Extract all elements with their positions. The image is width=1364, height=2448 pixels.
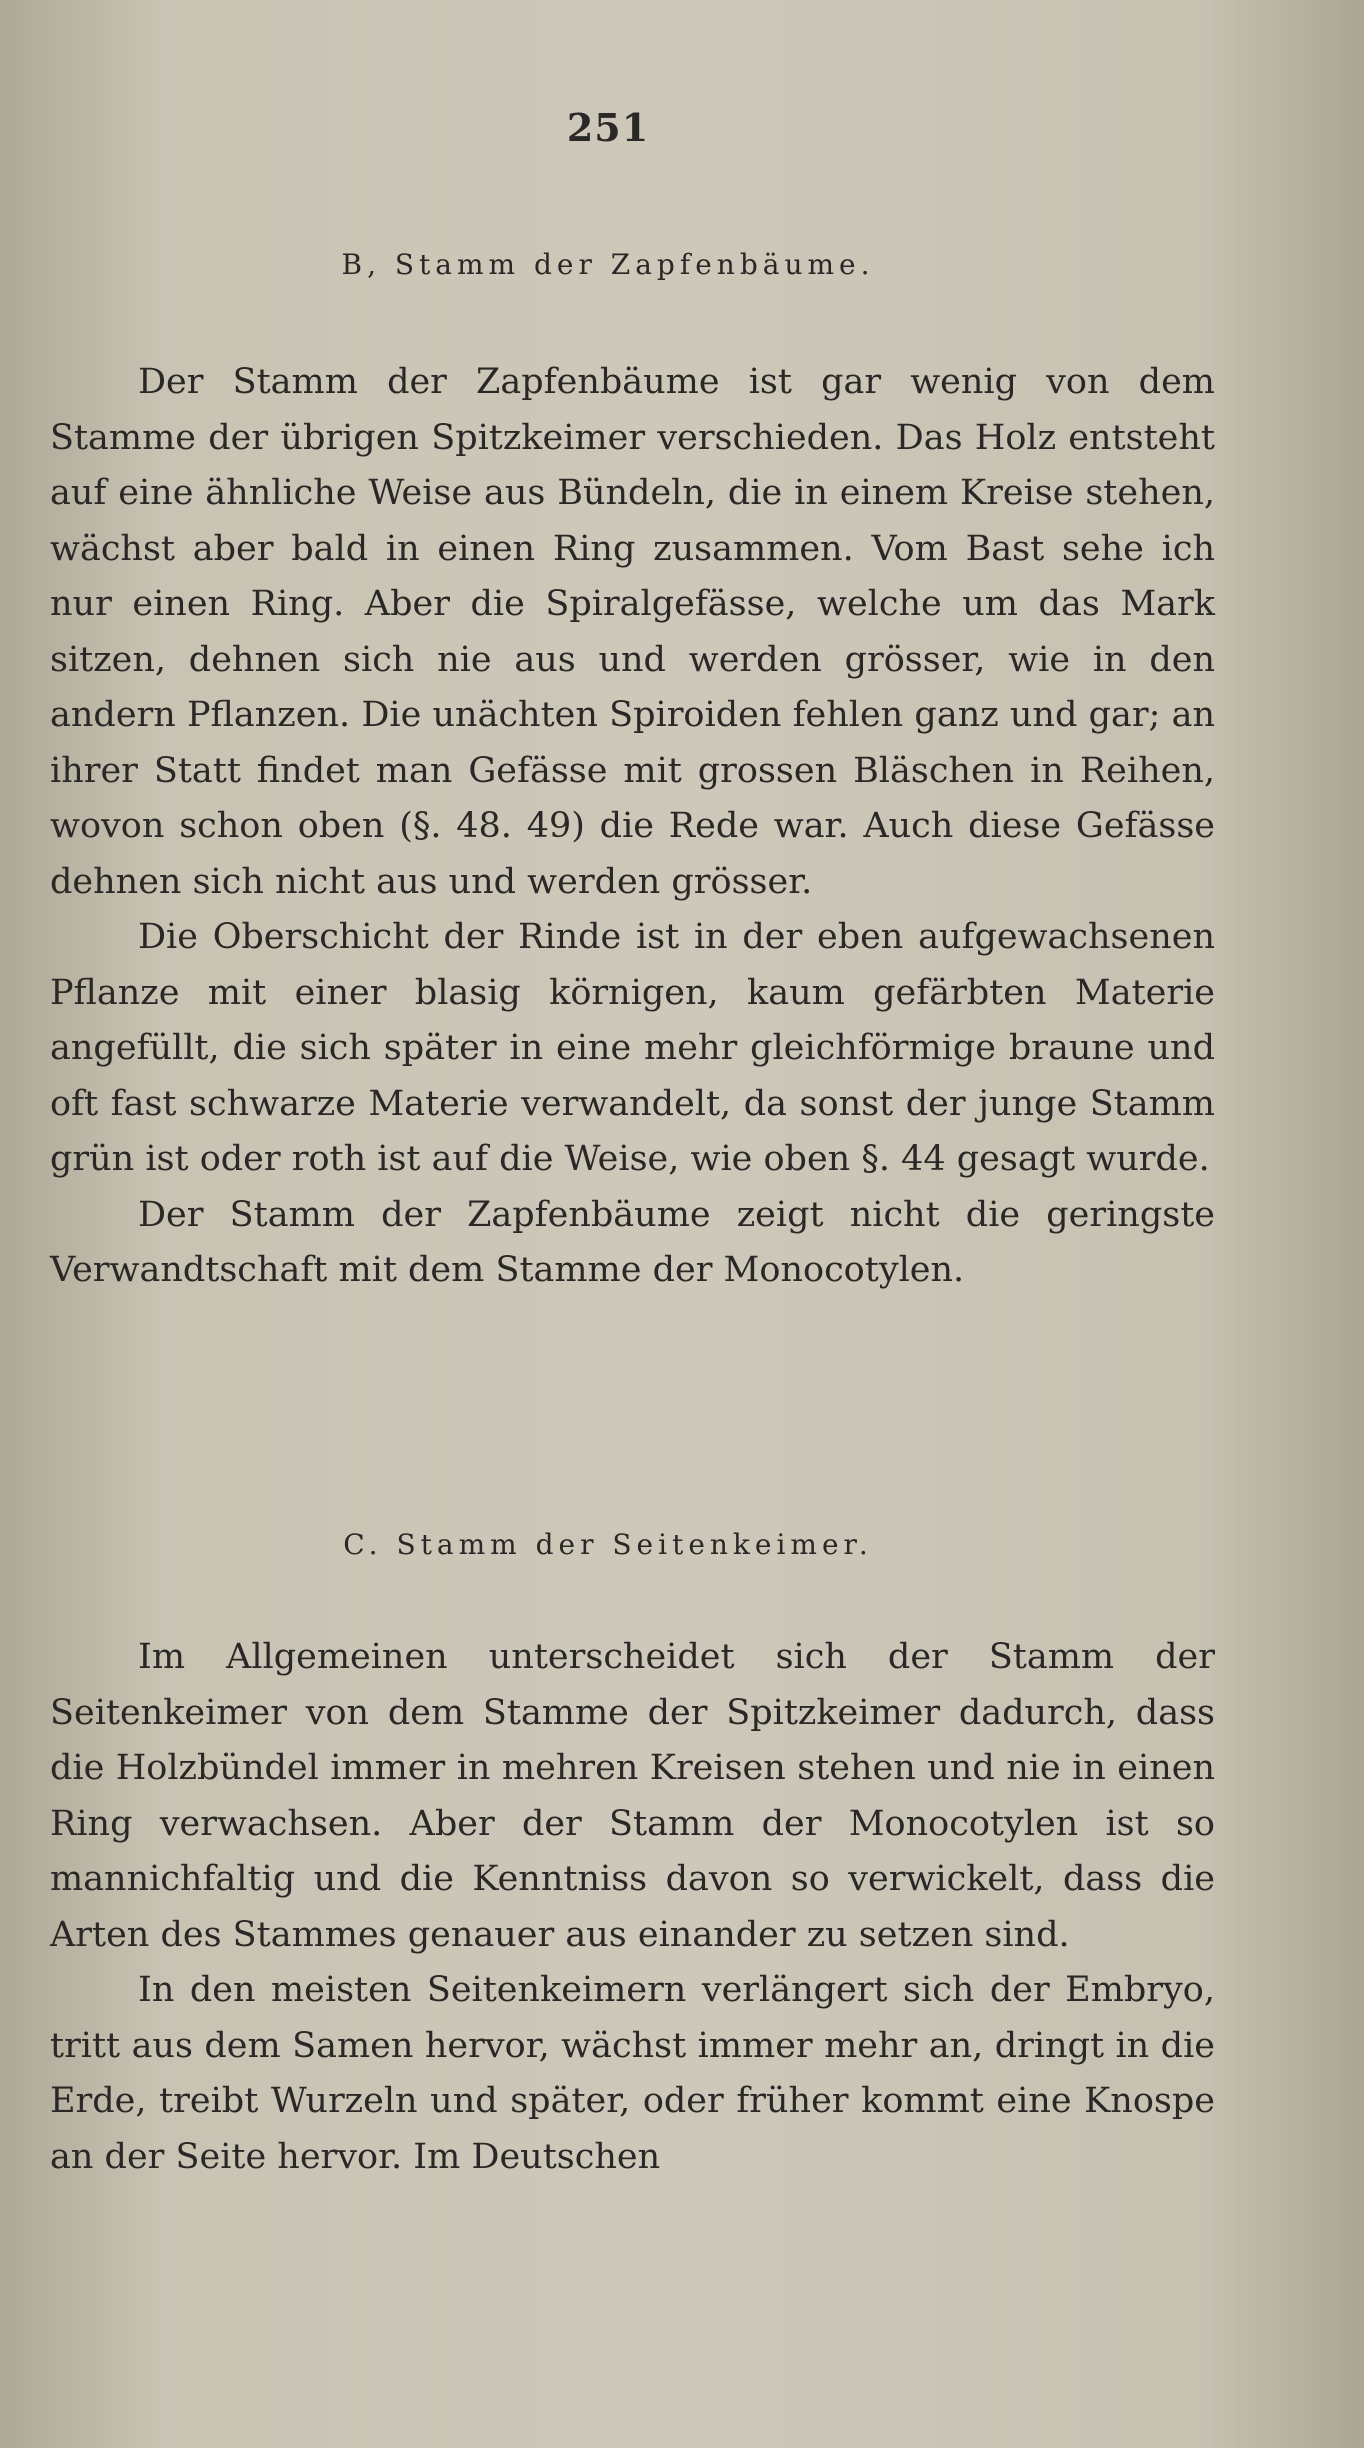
- section-heading-b: B, Stamm der Zapfenbäume.: [341, 248, 875, 281]
- section-heading-c: C. Stamm der Seitenkeimer.: [343, 1528, 873, 1561]
- paragraph: Im Allgemeinen unterscheidet sich der Stamm der Seitenkeimer von dem Stamme der Spitzkeimer dadurch, dass die Holzbündel immer in mehren Kreisen stehen und nie in einen Ring verwachsen. Aber der Stamm der Monocotylen ist so mannichfaltig und die Kenntniss davon so verwickelt, dass die Arten des Stammes genauer aus einander zu setzen sind.: [50, 1637, 1215, 1955]
- paragraph: In den meisten Seitenkeimern verlängert sich der Embryo, tritt aus dem Samen hervor, wächst immer mehr an, dringt in die Erde, treibt Wurzeln und später, oder früher kommt eine Knospe an der Seite hervor. Im Deutschen: [50, 1970, 1215, 2177]
- section-c-body: [50, 1630, 1215, 2185]
- paragraph: Der Stamm der Zapfenbäume ist gar wenig von dem Stamme der übrigen Spitzkeimer verschieden. Das Holz entsteht auf eine ähnliche Weise aus Bündeln, die in einem Kreise stehen, wächst aber bald in einen Ring zusammen. Vom Bast sehe ich nur einen Ring. Aber die Spiralgefässe, welche um das Mark sitzen, dehnen sich nie aus und werden grösser, wie in den andern Pflanzen. Die unächten Spiroiden fehlen ganz und gar; an ihrer Statt findet man Gefässe mit grossen Bläschen in Reihen, wovon schon oben (§. 48. 49) die Rede war. Auch diese Gefässe dehnen sich nicht aus und werden grösser.: [50, 362, 1215, 902]
- page-number: 251: [566, 105, 650, 150]
- paragraph: Der Stamm der Zapfenbäume zeigt nicht die geringste Verwandtschaft mit dem Stamme der Monocotylen.: [50, 1194, 1215, 1290]
- section-b-body: [50, 355, 1215, 1299]
- paragraph: Die Oberschicht der Rinde ist in der eben aufgewachsenen Pflanze mit einer blasig körnigen, kaum gefärbten Materie angefüllt, die sich später in eine mehr gleichförmige braune und oft fast schwarze Materie verwandelt, da sonst der junge Stamm grün ist oder roth ist auf die Weise, wie oben §. 44 gesagt wurde.: [50, 917, 1215, 1179]
